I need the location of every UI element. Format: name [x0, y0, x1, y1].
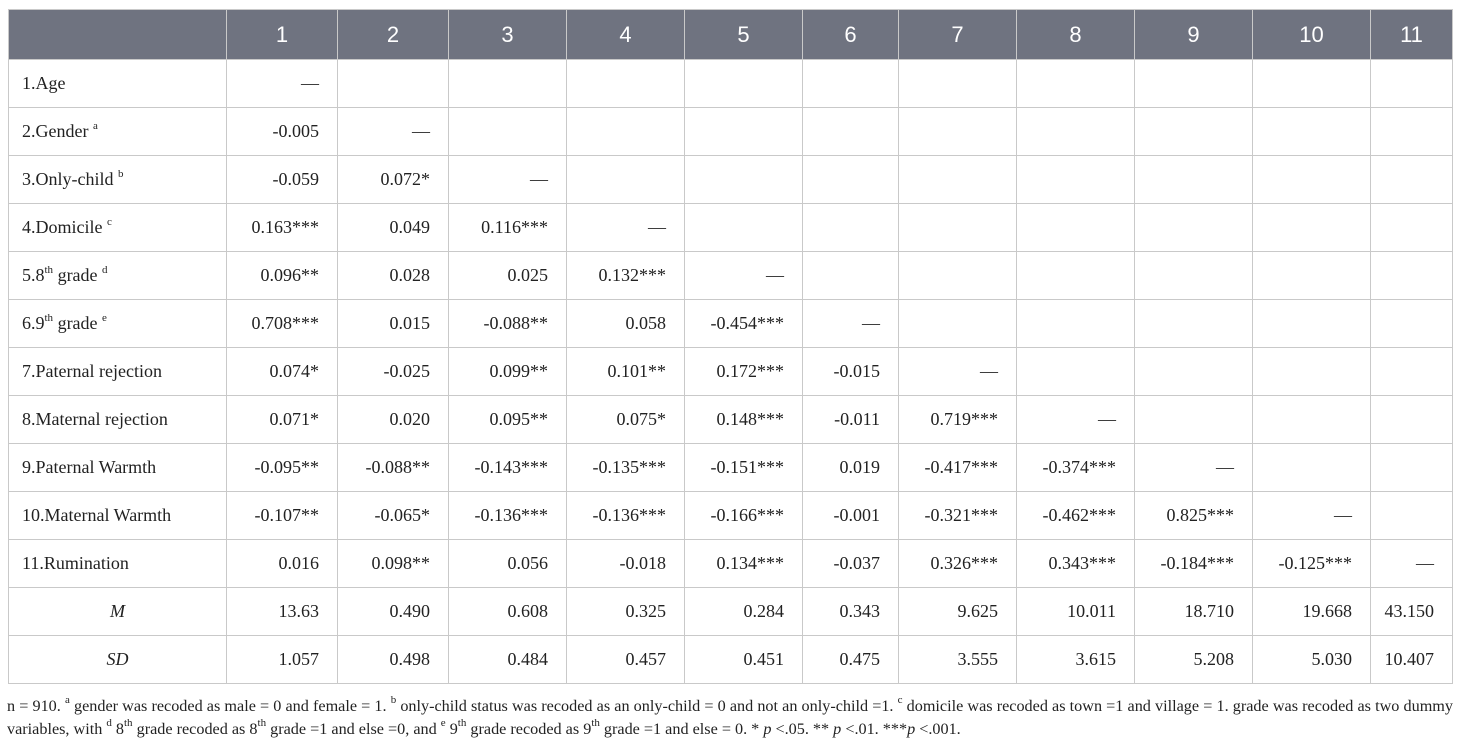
table-cell: 0.163*** — [227, 204, 338, 252]
header-cell-10: 10 — [1253, 10, 1371, 60]
table-cell: — — [1371, 540, 1453, 588]
note-text: 8 — [111, 720, 124, 738]
table-row — [9, 636, 1453, 684]
table-cell — [1135, 348, 1253, 396]
table-cell — [803, 252, 899, 300]
row-label — [9, 108, 227, 156]
table-cell — [899, 108, 1017, 156]
row-label — [9, 348, 227, 396]
table-cell: 0.099** — [449, 348, 567, 396]
row-label-text: 6.9 — [22, 313, 45, 333]
table-cell — [567, 60, 685, 108]
table-cell — [685, 204, 803, 252]
table-row — [9, 204, 1453, 252]
header-cell-1: 1 — [227, 10, 338, 60]
table-cell: 0.020 — [338, 396, 449, 444]
row-label-text: M — [110, 601, 125, 621]
table-cell — [1253, 348, 1371, 396]
row-label-text: SD — [106, 649, 129, 669]
row-label — [9, 156, 227, 204]
table-cell: 1.057 — [227, 636, 338, 684]
table-row — [9, 588, 1453, 636]
table-cell — [449, 60, 567, 108]
table-cell — [1371, 444, 1453, 492]
table-cell: -0.125*** — [1253, 540, 1371, 588]
table-body — [9, 60, 1453, 684]
table-cell: 0.028 — [338, 252, 449, 300]
table-cell: -0.011 — [803, 396, 899, 444]
table-cell — [803, 60, 899, 108]
table-cell — [899, 252, 1017, 300]
table-cell — [449, 108, 567, 156]
note-text: 9 — [445, 720, 458, 738]
table-cell — [803, 156, 899, 204]
note-text: only-child status was recoded as an only-child = 0 and not an only-child =1. — [396, 697, 898, 715]
note-text: grade =1 and else =0, and — [266, 720, 441, 738]
table-cell: 9.625 — [899, 588, 1017, 636]
table-cell: -0.184*** — [1135, 540, 1253, 588]
table-cell: 0.075* — [567, 396, 685, 444]
table-cell: 43.150 — [1371, 588, 1453, 636]
table-cell: -0.018 — [567, 540, 685, 588]
table-cell: 19.668 — [1253, 588, 1371, 636]
table-cell: -0.065* — [338, 492, 449, 540]
header-cell-5: 5 — [685, 10, 803, 60]
table-cell: -0.037 — [803, 540, 899, 588]
row-label-superscript: b — [118, 168, 124, 180]
note-text: <.001. — [915, 720, 961, 738]
table-row — [9, 156, 1453, 204]
table-cell — [1017, 204, 1135, 252]
table-cell: 0.498 — [338, 636, 449, 684]
table-cell — [1371, 156, 1453, 204]
table-cell: 0.451 — [685, 636, 803, 684]
row-label — [9, 252, 227, 300]
table-cell: 10.011 — [1017, 588, 1135, 636]
row-label-text: 4.Domicile — [22, 217, 107, 237]
note-text: grade recoded as 9 — [466, 720, 592, 738]
table-cell: 3.615 — [1017, 636, 1135, 684]
table-cell: 0.019 — [803, 444, 899, 492]
table-cell: 0.049 — [338, 204, 449, 252]
table-cell — [1371, 300, 1453, 348]
table-cell — [338, 60, 449, 108]
table-cell: 0.058 — [567, 300, 685, 348]
header-cell-2: 2 — [338, 10, 449, 60]
note-italic-p: p — [833, 720, 842, 738]
row-label-text: 3.Only-child — [22, 169, 118, 189]
table-cell — [1371, 204, 1453, 252]
table-cell: -0.166*** — [685, 492, 803, 540]
header-cell-blank — [9, 10, 227, 60]
table-cell: 0.719*** — [899, 396, 1017, 444]
table-cell — [1017, 156, 1135, 204]
table-cell: 10.407 — [1371, 636, 1453, 684]
table-cell: — — [685, 252, 803, 300]
note-text: grade recoded as 8 — [132, 720, 258, 738]
table-cell — [899, 156, 1017, 204]
table-cell: -0.135*** — [567, 444, 685, 492]
row-label-superscript: th — [44, 312, 54, 324]
row-label-superscript: e — [102, 312, 107, 324]
table-cell — [803, 204, 899, 252]
table-cell: -0.059 — [227, 156, 338, 204]
header-cell-7: 7 — [899, 10, 1017, 60]
table-cell — [1253, 60, 1371, 108]
note-superscript: d — [106, 717, 112, 729]
note-superscript: e — [440, 717, 446, 729]
table-cell: 0.708*** — [227, 300, 338, 348]
table-cell — [567, 156, 685, 204]
table-cell — [899, 60, 1017, 108]
table-cell — [1135, 108, 1253, 156]
table-cell: 0.343*** — [1017, 540, 1135, 588]
table-cell: 0.284 — [685, 588, 803, 636]
table-cell: -0.151*** — [685, 444, 803, 492]
header-cell-9: 9 — [1135, 10, 1253, 60]
table-cell — [899, 300, 1017, 348]
note-text: <.05. ** — [771, 720, 834, 738]
table-cell: -0.088** — [338, 444, 449, 492]
table-cell: — — [803, 300, 899, 348]
table-cell — [685, 108, 803, 156]
note-superscript: th — [591, 717, 600, 729]
table-cell: -0.417*** — [899, 444, 1017, 492]
note-text: domicile was recoded as town =1 and village = 1. grade was recoded as two dummy variables, with — [7, 697, 1453, 738]
row-label-text: 11.Rumination — [22, 553, 129, 573]
row-label — [9, 540, 227, 588]
table-cell — [1371, 348, 1453, 396]
table-cell: 5.208 — [1135, 636, 1253, 684]
table-row — [9, 300, 1453, 348]
table-cell: -0.136*** — [449, 492, 567, 540]
row-label — [9, 396, 227, 444]
table-cell: — — [567, 204, 685, 252]
table-cell: 0.457 — [567, 636, 685, 684]
table-cell: 0.475 — [803, 636, 899, 684]
note-text: <.01. *** — [841, 720, 908, 738]
table-row — [9, 540, 1453, 588]
header-cell-4: 4 — [567, 10, 685, 60]
table-cell — [1371, 492, 1453, 540]
table-cell: 0.172*** — [685, 348, 803, 396]
table-cell: -0.321*** — [899, 492, 1017, 540]
table-cell — [1135, 252, 1253, 300]
table-header — [9, 10, 1453, 60]
table-cell: 0.490 — [338, 588, 449, 636]
table-cell — [1135, 156, 1253, 204]
row-label — [9, 300, 227, 348]
table-cell — [1253, 108, 1371, 156]
row-label — [9, 60, 227, 108]
note-superscript: b — [390, 694, 397, 706]
table-cell: 0.101** — [567, 348, 685, 396]
header-cell-6: 6 — [803, 10, 899, 60]
table-cell: 0.343 — [803, 588, 899, 636]
table-cell — [1371, 60, 1453, 108]
table-cell: 3.555 — [899, 636, 1017, 684]
row-label-text: 5.8 — [22, 265, 45, 285]
note-italic-p: p — [763, 720, 772, 738]
table-cell — [1253, 300, 1371, 348]
table-cell: 13.63 — [227, 588, 338, 636]
table-cell: 0.608 — [449, 588, 567, 636]
header-cell-8: 8 — [1017, 10, 1135, 60]
table-cell: 0.098** — [338, 540, 449, 588]
table-cell: — — [1135, 444, 1253, 492]
table-cell: 0.325 — [567, 588, 685, 636]
note-superscript: th — [457, 717, 467, 729]
table-cell: — — [1253, 492, 1371, 540]
table-cell: 0.116*** — [449, 204, 567, 252]
table-cell: -0.107** — [227, 492, 338, 540]
table-row — [9, 348, 1453, 396]
row-label-superscript: th — [44, 264, 54, 276]
row-label-text: 10.Maternal Warmth — [22, 505, 172, 525]
note-superscript: c — [897, 694, 903, 706]
row-label-text: 1.Age — [22, 73, 66, 93]
table-cell — [1253, 444, 1371, 492]
table-row — [9, 396, 1453, 444]
table-cell: -0.001 — [803, 492, 899, 540]
table-cell: 0.825*** — [1135, 492, 1253, 540]
table-cell: — — [1017, 396, 1135, 444]
table-row — [9, 60, 1453, 108]
table-cell: 0.015 — [338, 300, 449, 348]
row-label-text: 2.Gender — [22, 121, 93, 141]
table-cell — [1371, 252, 1453, 300]
row-label-text: 8.Maternal rejection — [22, 409, 168, 429]
row-label-text: grade — [53, 313, 103, 333]
table-cell — [1371, 108, 1453, 156]
table-cell — [1017, 252, 1135, 300]
note-text: grade =1 and else = 0. * — [599, 720, 764, 738]
table-cell: -0.015 — [803, 348, 899, 396]
table-cell: -0.088** — [449, 300, 567, 348]
table-row — [9, 108, 1453, 156]
table-cell: — — [899, 348, 1017, 396]
table-cell: 0.326*** — [899, 540, 1017, 588]
note-superscript: th — [124, 717, 133, 729]
table-cell: 18.710 — [1135, 588, 1253, 636]
table-cell: — — [338, 108, 449, 156]
table-cell — [1135, 204, 1253, 252]
table-cell: -0.095** — [227, 444, 338, 492]
table-cell: 0.072* — [338, 156, 449, 204]
table-cell — [1135, 60, 1253, 108]
table-cell — [567, 108, 685, 156]
row-label-text: 9.Paternal Warmth — [22, 457, 157, 477]
table-cell — [685, 60, 803, 108]
row-label-superscript: c — [106, 216, 112, 228]
table-cell — [1135, 396, 1253, 444]
table-cell — [1253, 396, 1371, 444]
row-label — [9, 588, 227, 636]
table-cell: 0.016 — [227, 540, 338, 588]
table-cell: -0.462*** — [1017, 492, 1135, 540]
table-cell: — — [449, 156, 567, 204]
table-cell — [899, 204, 1017, 252]
table-cell: 0.134*** — [685, 540, 803, 588]
table-row — [9, 252, 1453, 300]
row-label — [9, 492, 227, 540]
table-cell: 0.074* — [227, 348, 338, 396]
table-cell: 0.095** — [449, 396, 567, 444]
table-cell: -0.374*** — [1017, 444, 1135, 492]
note-superscript: th — [257, 717, 267, 729]
table-note — [7, 695, 1453, 741]
table-cell: 0.025 — [449, 252, 567, 300]
table-cell — [1017, 300, 1135, 348]
table-cell: -0.143*** — [449, 444, 567, 492]
table-cell: -0.454*** — [685, 300, 803, 348]
table-cell: 0.071* — [227, 396, 338, 444]
table-cell: -0.025 — [338, 348, 449, 396]
note-text: n = 910. — [7, 697, 65, 715]
table-cell — [1253, 252, 1371, 300]
table-cell — [685, 156, 803, 204]
header-cell-11: 11 — [1371, 10, 1453, 60]
row-label — [9, 636, 227, 684]
header-cell-3: 3 — [449, 10, 567, 60]
table-cell — [1135, 300, 1253, 348]
row-label-superscript: d — [102, 264, 108, 276]
table-cell: 0.484 — [449, 636, 567, 684]
note-italic-p: p — [907, 720, 916, 738]
table-cell — [1253, 156, 1371, 204]
table-cell — [1017, 348, 1135, 396]
row-label-superscript: a — [92, 120, 98, 132]
table-cell: 0.096** — [227, 252, 338, 300]
header-row — [9, 10, 1453, 60]
table-cell: 0.148*** — [685, 396, 803, 444]
table-cell: 0.132*** — [567, 252, 685, 300]
row-label-text: 7.Paternal rejection — [22, 361, 162, 381]
row-label — [9, 444, 227, 492]
table-cell — [1017, 108, 1135, 156]
row-label — [9, 204, 227, 252]
table-cell: 5.030 — [1253, 636, 1371, 684]
table-row — [9, 444, 1453, 492]
table-cell: — — [227, 60, 338, 108]
table-cell: -0.136*** — [567, 492, 685, 540]
table-cell: 0.056 — [449, 540, 567, 588]
table-cell: -0.005 — [227, 108, 338, 156]
table-cell — [803, 108, 899, 156]
note-superscript: a — [64, 694, 70, 706]
correlation-table — [8, 9, 1453, 684]
note-text: gender was recoded as male = 0 and female = 1. — [69, 697, 391, 715]
row-label-text: grade — [53, 265, 103, 285]
table-cell — [1371, 396, 1453, 444]
table-row — [9, 492, 1453, 540]
table-cell — [1253, 204, 1371, 252]
table-cell — [1017, 60, 1135, 108]
